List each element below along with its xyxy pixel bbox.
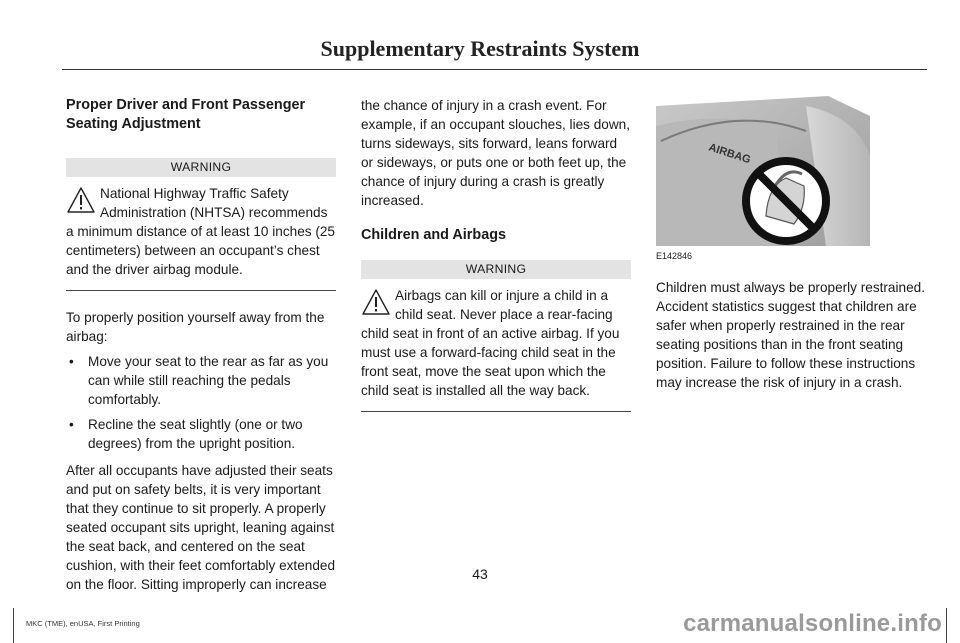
warning-rule (361, 411, 631, 412)
crop-mark-left (13, 608, 14, 643)
warning-bar: WARNING (66, 158, 336, 177)
airbag-child-seat-figure (656, 96, 870, 261)
bullet-marker: • (69, 354, 74, 369)
page-number: 43 (472, 566, 488, 582)
body-paragraph: After all occupants have adjusted their seats and put on safety belts, it is very important that they continue to sit properly. A properly seated occupant sits upright, leaning against the seat back, and centered on the seat cushion, with their feet comfortably extended on the floor. Sitting improperly can increase (66, 463, 336, 592)
figure-id-label: E142846 (656, 251, 693, 261)
airbag-illustration (656, 96, 870, 261)
list-item: • Recline the seat slightly (one or two degrees) from the upright position. (69, 417, 303, 451)
list-item: • Move your seat to the rear as far as you can while still reaching the pedals comfortably. (69, 354, 329, 407)
page-title: Supplementary Restraints System (320, 36, 640, 61)
section-heading-seating: Proper Driver and Front Passenger Seating Adjustment (66, 97, 306, 132)
bullet-list (66, 352, 336, 453)
warning-rule (66, 290, 336, 291)
site-watermark: carmanualsonline.info (683, 610, 942, 637)
warning-text: National Highway Traffic Safety Administration (NHTSA) recommends a minimum distance of at least 10 inches (25 centimeters) between an occupant’s chest and the driver airbag module. (66, 186, 335, 277)
warning-bar: WARNING (361, 260, 631, 279)
intro-text: To properly position yourself away from the airbag: (66, 310, 325, 344)
body-paragraph-continued: the chance of injury in a crash event. For example, if an occupant slouches, lies down, turns sideways, sits forward, leans forward or sideways, or puts one or both feet up, the chance of injury during a crash is greatly increased. (361, 98, 631, 208)
column-right (656, 96, 930, 392)
section-heading-children: Children and Airbags (361, 227, 506, 243)
warning-triangle-icon (66, 186, 96, 214)
edition-text: MKC (TME), enUSA, First Printing (26, 619, 140, 628)
column-left (66, 96, 336, 594)
crop-mark-right (946, 608, 947, 643)
airbag-label: AIRBAG (707, 141, 753, 167)
warning-body (361, 286, 631, 400)
body-paragraph: Children must always be properly restrained. Accident statistics suggest that children are safer when properly restrained in the rear seating positions than in the front seating position. Failure to follow these instructions may increase the risk of injury in a crash. (656, 280, 925, 390)
warning-body (66, 184, 336, 279)
bullet-marker: • (69, 417, 74, 432)
warning-triangle-icon (361, 288, 391, 316)
header-rule (62, 69, 927, 70)
warning-text: Airbags can kill or injure a child in a child seat. Never place a rear-facing child seat in front of an active airbag. If you must use a forward-facing child seat in the front seat, move the seat upon which the child seat is installed all the way back. (361, 288, 620, 398)
column-middle (361, 96, 631, 412)
